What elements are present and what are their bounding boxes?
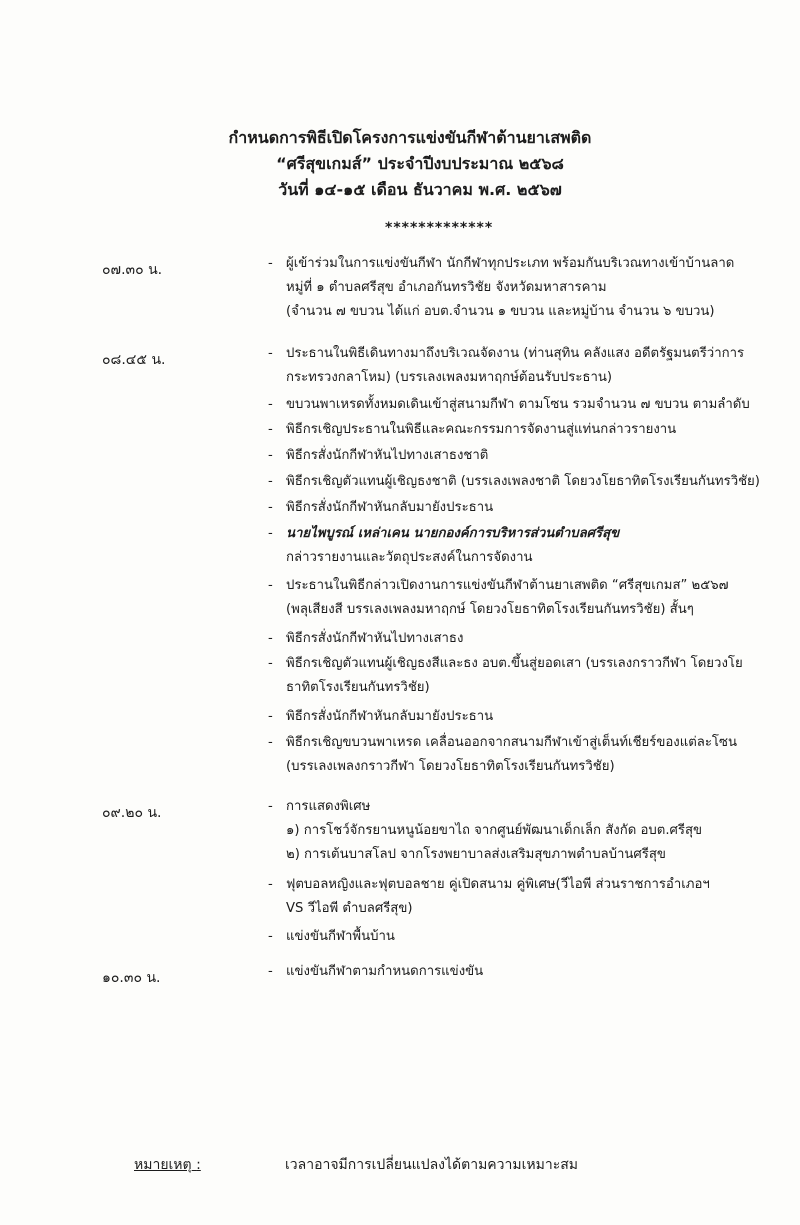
schedule-time: ๐๗.๓๐ น. xyxy=(102,262,163,278)
bullet-dash: - xyxy=(268,799,273,814)
item-line: พิธีกรสั่งนักกีฬาหันกลับมายังประธาน xyxy=(286,709,494,724)
item-line: พิธีกรสั่งนักกีฬาหันกลับมายังประธาน xyxy=(286,500,494,515)
bullet-dash: - xyxy=(268,877,273,892)
item-line: หมู่ที่ ๑ ตำบลศรีสุข อำเภอกันทรวิชัย จังหวัดมหาสารคาม xyxy=(286,280,607,295)
note-text: เวลาอาจมีการเปลี่ยนแปลงได้ตามความเหมาะสม xyxy=(285,1157,579,1173)
header-separator: ************* xyxy=(385,220,494,236)
item-line: ฟุตบอลหญิงและฟุตบอลชาย คู่เปิดสนาม คู่พิเศษ(วีไอพี ส่วนราชการอำเภอฯ xyxy=(286,877,710,892)
bullet-dash: - xyxy=(268,397,273,412)
item-line: การแสดงพิเศษ xyxy=(286,799,371,814)
item-line: แข่งขันกีฬาพื้นบ้าน xyxy=(286,929,395,944)
item-line: พิธีกรเชิญประธานในพิธีและคณะกรรมการจัดงานสู่แท่นกล่าวรายงาน xyxy=(286,422,677,437)
schedule-time: ๑๐.๓๐ น. xyxy=(102,970,161,986)
bullet-dash: - xyxy=(268,422,273,437)
item-line: ผู้เข้าร่วมในการแข่งขันกีฬา นักกีฬาทุกประเภท พร้อมกันบริเวณทางเข้าบ้านลาด xyxy=(286,256,735,271)
bullet-dash: - xyxy=(268,500,273,515)
item-line: (จำนวน ๗ ขบวน ได้แก่ อบต.จำนวน ๑ ขบวน และหมู่บ้าน จำนวน ๖ ขบวน) xyxy=(286,304,715,319)
item-line: แข่งขันกีฬาตามกำหนดการแข่งขัน xyxy=(286,964,484,979)
item-line-emphasis: นายไพบูรณ์ เหล่าเคน นายกองค์การบริหารส่วนตำบลศรีสุข xyxy=(286,526,620,541)
bullet-dash: - xyxy=(268,448,273,463)
item-line: พิธีกรเชิญตัวแทนผู้เชิญธงสีและธง อบต.ขึ้นสู่ยอดเสา (บรรเลงกราวกีฬา โดยวงโย xyxy=(286,656,743,671)
bullet-dash: - xyxy=(268,656,273,671)
bullet-dash: - xyxy=(268,964,273,979)
bullet-dash: - xyxy=(268,709,273,724)
item-line: พิธีกรเชิญตัวแทนผู้เชิญธงชาติ (บรรเลงเพลงชาติ โดยวงโยธาทิตโรงเรียนกันทรวิชัย) xyxy=(286,474,760,489)
note-label xyxy=(134,1154,201,1176)
item-line: พิธีกรสั่งนักกีฬาหันไปทางเสาธง xyxy=(286,631,464,646)
item-line: พิธีกรสั่งนักกีฬาหันไปทางเสาธงชาติ xyxy=(286,448,489,463)
item-line: ๑) การโชว์จักรยานหนูน้อยขาไถ จากศูนย์พัฒนาเด็กเล็ก สังกัด อบต.ศรีสุข xyxy=(286,823,703,838)
item-line: ประธานในพิธีเดินทางมาถึงบริเวณจัดงาน (ท่านสุทิน คลังแสง อดีตรัฐมนตรีว่าการ xyxy=(286,346,745,361)
item-line: ธาทิตโรงเรียนกันทรวิชัย) xyxy=(286,680,430,695)
note-colon: : xyxy=(196,1157,201,1173)
bullet-dash: - xyxy=(268,346,273,361)
schedule-time: ๐๙.๒๐ น. xyxy=(102,805,162,821)
bullet-dash: - xyxy=(268,578,273,593)
bullet-dash: - xyxy=(268,735,273,750)
note-label-text: หมายเหตุ xyxy=(134,1157,192,1173)
item-line: (บรรเลงเพลงกราวกีฬา โดยวงโยธาทิตโรงเรียนกันทรวิชัย) xyxy=(286,759,615,774)
document-title: กำหนดการพิธีเปิดโครงการแข่งขันกีฬาต้านยาเสพติด xyxy=(228,128,592,147)
schedule-time: ๐๘.๔๕ น. xyxy=(102,352,166,368)
bullet-dash: - xyxy=(268,526,273,541)
item-line: ประธานในพิธีกล่าวเปิดงานการแข่งขันกีฬาต้านยาเสพติด “ศรีสุขเกมส” ๒๕๖๗ xyxy=(286,578,729,593)
bullet-dash: - xyxy=(268,256,273,271)
bullet-dash: - xyxy=(268,929,273,944)
item-line: กล่าวรายงานและวัตถุประสงค์ในการจัดงาน xyxy=(286,550,533,565)
item-line: ขบวนพาเหรดทั้งหมดเดินเข้าสู่สนามกีฬา ตามโซน รวมจำนวน ๗ ขบวน ตามลำดับ xyxy=(286,397,750,412)
item-line: (พลุเสียงสี บรรเลงเพลงมหาฤกษ์ โดยวงโยธาทิตโรงเรียนกันทรวิชัย) สั้นๆ xyxy=(286,602,694,617)
document-date: วันที่ ๑๔-๑๕ เดือน ธันวาคม พ.ศ. ๒๕๖๗ xyxy=(278,180,562,199)
item-line: พิธีกรเชิญขบวนพาเหรด เคลื่อนออกจากสนามกีฬาเข้าสู่เต็นท์เชียร์ของแต่ละโซน xyxy=(286,735,737,750)
item-line: ๒) การเต้นบาสโลป จากโรงพยาบาลส่งเสริมสุขภาพตำบลบ้านศรีสุข xyxy=(286,847,666,862)
document-subtitle: “ศรีสุขเกมส์” ประจำปีงบประมาณ ๒๕๖๘ xyxy=(276,154,564,173)
bullet-dash: - xyxy=(268,631,273,646)
item-line: กระทรวงกลาโหม) (บรรเลงเพลงมหาฤกษ์ต้อนรับประธาน) xyxy=(286,370,613,385)
item-line: VS วีไอพี ตำบลศรีสุข) xyxy=(286,901,413,916)
bullet-dash: - xyxy=(268,474,273,489)
